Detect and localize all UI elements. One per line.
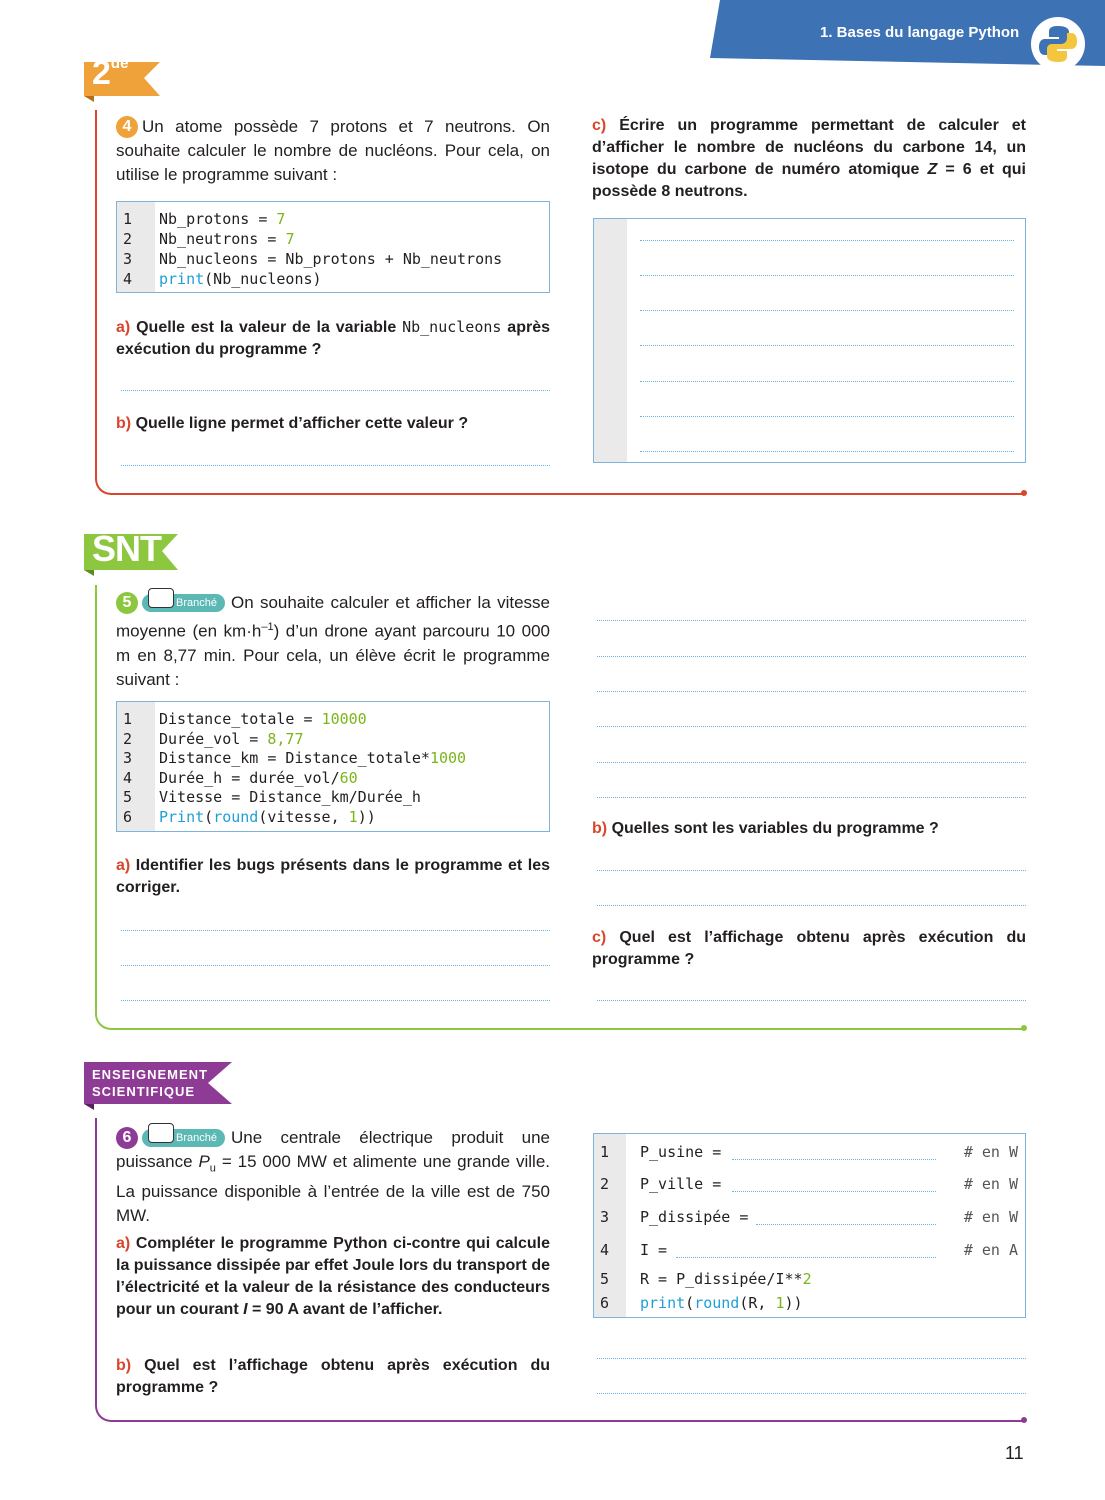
answer-line[interactable]: [121, 965, 550, 966]
ex4-question-c: c) Écrire un programme permettant de calculer et d’afficher le nombre de nucléons du carbone 14, un isotope du carbone de numéro atomique Z = 6 et qui possède 8 neutrons.: [592, 117, 1026, 200]
code-line: 1 Distance_totale = 10000: [123, 710, 367, 728]
chapter-title: 1. Bases du langage Python: [820, 24, 1020, 41]
code-line: 1 Nb_protons = 7: [123, 210, 286, 228]
answer-line[interactable]: [597, 620, 1026, 621]
answer-line[interactable]: [640, 240, 1014, 241]
ex4-question-b: b) Quelle ligne permet d’afficher cette valeur ?: [116, 415, 469, 432]
ex5-question-c: c) Quel est l’affichage obtenu après exécution du programme ?: [592, 929, 1026, 968]
code-line: 1 P_usine = # en W: [600, 1143, 1018, 1161]
code-answer-box[interactable]: [593, 218, 1026, 463]
code-line: 4 I = # en A: [600, 1241, 1018, 1259]
exercise-number: 4: [116, 116, 138, 138]
code-line: 5 Vitesse = Distance_km/Durée_h: [123, 788, 421, 806]
code-line: 2 Nb_neutrons = 7: [123, 230, 295, 248]
code-line: 6 print(round(R, 1)): [600, 1294, 803, 1312]
answer-line[interactable]: [597, 691, 1026, 692]
code-line: 2 Durée_vol = 8,77: [123, 730, 304, 748]
code-block-ex4: [116, 201, 550, 293]
code-line: 4 Durée_h = durée_vol/60: [123, 769, 358, 787]
code-block-ex6: [593, 1133, 1026, 1318]
frame-end-dot: [1021, 1025, 1027, 1031]
code-line: 6 Print(round(vitesse, 1)): [123, 808, 376, 826]
code-blank[interactable]: [732, 1191, 936, 1192]
enseignement-scientifique-label: ENSEIGNEMENT SCIENTIFIQUE: [92, 1067, 209, 1099]
ex6-question-a: a) Compléter le programme Python ci-contre qui calcule la puissance dissipée par effet Joule lors du transport de l’électricité et la valeur de la résistance des conducteurs pour un courant I = 90 A avant de l’afficher.: [116, 1235, 550, 1318]
exercise-5-intro: 5 Branché On souhaite calculer et afficher la vitesse moyenne (en $km\cdot h^{-1}$) d’un drone ayant parcouru 10 000 m en 8,77 min. Pour cela, un élève écrit le programme suivant :: [116, 591, 550, 692]
snt-tag-label: SNT: [92, 528, 161, 569]
frame-end-dot: [1021, 1417, 1027, 1423]
code-blank[interactable]: [676, 1257, 936, 1258]
answer-line[interactable]: [121, 465, 550, 466]
python-logo-icon: [1030, 16, 1086, 72]
exercise-number: 6: [116, 1127, 138, 1149]
ex5-question-b: b) Quelles sont les variables du programme ?: [592, 820, 939, 837]
frame-end-dot: [1021, 490, 1027, 496]
answer-line[interactable]: [597, 870, 1026, 871]
exercise-number: 5: [116, 592, 138, 614]
answer-line[interactable]: [640, 310, 1014, 311]
answer-line[interactable]: [597, 762, 1026, 763]
answer-line[interactable]: [597, 1358, 1026, 1359]
answer-line[interactable]: [121, 1000, 550, 1001]
answer-line[interactable]: [121, 390, 550, 391]
answer-line[interactable]: [640, 451, 1014, 452]
answer-line[interactable]: [597, 797, 1026, 798]
code-block-ex5: [116, 701, 550, 832]
computer-icon: [148, 1123, 174, 1143]
answer-line[interactable]: [597, 1000, 1026, 1001]
code-line: 4 print(Nb_nucleons): [123, 270, 322, 288]
branche-badge: Branché: [142, 594, 225, 612]
code-line: 2 P_ville = # en W: [600, 1175, 1018, 1193]
answer-line[interactable]: [597, 656, 1026, 657]
ex4-question-a: a) Quelle est la valeur de la variable Nb_nucleons après exécution du programme ?: [116, 318, 550, 358]
answer-line[interactable]: [121, 930, 550, 931]
answer-line[interactable]: [597, 905, 1026, 906]
answer-line[interactable]: [640, 345, 1014, 346]
ex6-question-b: b) Quel est l’affichage obtenu après exécution du programme ?: [116, 1357, 550, 1396]
code-line: 3 Nb_nucleons = Nb_protons + Nb_neutrons: [123, 250, 503, 268]
answer-line[interactable]: [640, 416, 1014, 417]
exercise-4-intro: 4 Un atome possède 7 protons et 7 neutrons. On souhaite calculer le nombre de nucléons. Pour cela, on utilise le programme suivant :: [116, 117, 550, 184]
page-number: 11: [1005, 1443, 1024, 1463]
ex5-question-a: a) Identifier les bugs présents dans le programme et les corriger.: [116, 857, 550, 896]
code-line: 3 Distance_km = Distance_totale*1000: [123, 749, 467, 767]
code-blank[interactable]: [732, 1159, 936, 1160]
exercise-6-intro: 6 Branché Une centrale électrique produit une puissance $P_u = 15$ 000 MW et alimente une grande ville. La puissance disponible à l’entrée de la ville est de 750 MW.: [116, 1126, 550, 1228]
answer-line[interactable]: [597, 1393, 1026, 1394]
answer-line[interactable]: [640, 275, 1014, 276]
code-line: 3 P_dissipée = # en W: [600, 1208, 1018, 1226]
code-blank[interactable]: [756, 1224, 936, 1225]
answer-line[interactable]: [640, 381, 1014, 382]
code-line: 5 R = P_dissipée/I**2: [600, 1270, 812, 1288]
branche-badge: Branché: [142, 1129, 225, 1147]
answer-line[interactable]: [597, 726, 1026, 727]
seconde-tag-label: 2de: [92, 54, 129, 92]
computer-icon: [148, 588, 174, 608]
